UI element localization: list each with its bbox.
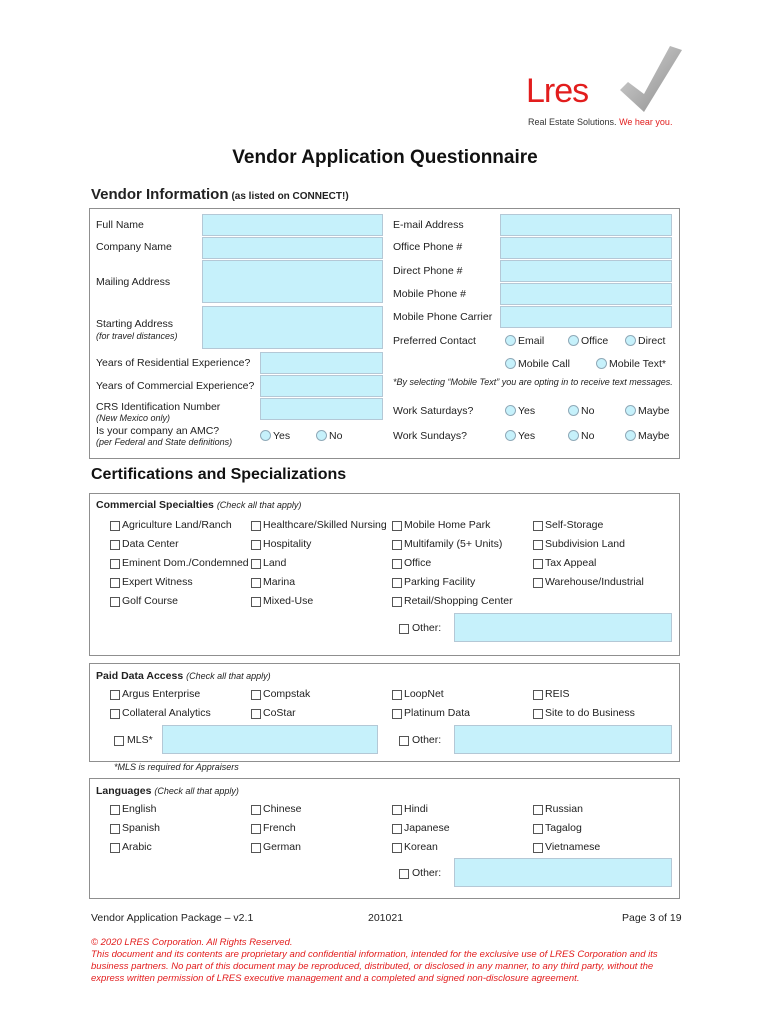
commercial-tax-appeal-label: Tax Appeal <box>545 557 597 569</box>
paid-data-compstak-label: Compstak <box>263 688 311 700</box>
commercial-subdivision-land-checkbox[interactable] <box>533 540 543 550</box>
amc-no-radio[interactable] <box>316 430 327 441</box>
starting-address-field[interactable] <box>202 306 383 349</box>
commercial-golf-course-checkbox[interactable] <box>110 597 120 607</box>
sun-yes-label: Yes <box>518 430 536 442</box>
commercial-office-label: Office <box>404 557 432 569</box>
contact-email-radio[interactable] <box>505 335 516 346</box>
language-spanish-label: Spanish <box>122 822 160 834</box>
page-title: Vendor Application Questionnaire <box>232 147 538 168</box>
paid-data-collateral-analytics-checkbox[interactable] <box>110 709 120 719</box>
language-german-label: German <box>263 841 301 853</box>
language-hindi-checkbox[interactable] <box>392 805 402 815</box>
language-korean-label: Korean <box>404 841 438 853</box>
languages-heading: Languages (Check all that apply) <box>96 785 239 797</box>
commercial-land-checkbox[interactable] <box>251 559 261 569</box>
crs-field[interactable] <box>260 398 383 420</box>
language-tagalog-label: Tagalog <box>545 822 582 834</box>
commercial-tax-appeal-checkbox[interactable] <box>533 559 543 569</box>
starting-address-label: Starting Address <box>96 318 174 330</box>
paid-data-site-to-do-business-checkbox[interactable] <box>533 709 543 719</box>
commercial-expert-witness-label: Expert Witness <box>122 576 193 588</box>
commercial-data-center-label: Data Center <box>122 538 179 550</box>
mobile-phone-label: Mobile Phone # <box>393 288 466 300</box>
language-russian-label: Russian <box>545 803 583 815</box>
commercial-other-label: Other: <box>412 622 442 634</box>
language-japanese-label: Japanese <box>404 822 450 834</box>
paid-other-checkbox[interactable] <box>399 736 409 746</box>
commercial-healthcare-skilled-nursing-checkbox[interactable] <box>251 521 261 531</box>
language-arabic-label: Arabic <box>122 841 152 853</box>
footer-copyright: © 2020 LRES Corporation. All Rights Reserved. <box>91 937 293 948</box>
contact-office-label: Office <box>581 335 609 347</box>
sat-maybe-label: Maybe <box>638 405 670 417</box>
paid-data-platinum-data-label: Platinum Data <box>404 707 470 719</box>
paid-other-label: Other: <box>412 734 442 746</box>
commercial-healthcare-skilled-nursing-label: Healthcare/Skilled Nursing <box>263 519 387 531</box>
paid-data-argus-enterprise-label: Argus Enterprise <box>122 688 201 700</box>
commercial-warehouse-industrial-checkbox[interactable] <box>533 578 543 588</box>
sat-no-radio[interactable] <box>568 405 579 416</box>
paid-data-loopnet-label: LoopNet <box>404 688 444 700</box>
commercial-marina-label: Marina <box>263 576 296 588</box>
commercial-specialties-heading: Commercial Specialties (Check all that apply) <box>96 499 302 511</box>
paid-data-costar-checkbox[interactable] <box>251 709 261 719</box>
paid-data-compstak-checkbox[interactable] <box>251 690 261 700</box>
commercial-mixed-use-label: Mixed-Use <box>263 595 314 607</box>
crs-label: CRS Identification Number <box>96 401 221 413</box>
commercial-eminent-dom-condemned-label: Eminent Dom./Condemned <box>122 557 249 569</box>
starting-address-note: (for travel distances) <box>96 331 178 341</box>
commercial-other-checkbox[interactable] <box>399 624 409 634</box>
commercial-land-label: Land <box>263 557 287 569</box>
commercial-multifamily-5-units-checkbox[interactable] <box>392 540 402 550</box>
amc-note: (per Federal and State definitions) <box>96 437 233 447</box>
commercial-agriculture-land-ranch-checkbox[interactable] <box>110 521 120 531</box>
commercial-parking-facility-label: Parking Facility <box>404 576 476 588</box>
language-chinese-checkbox[interactable] <box>251 805 261 815</box>
sun-yes-radio[interactable] <box>505 430 516 441</box>
contact-office-radio[interactable] <box>568 335 579 346</box>
email-label: E-mail Address <box>393 219 464 231</box>
commercial-parking-facility-checkbox[interactable] <box>392 578 402 588</box>
language-hindi-label: Hindi <box>404 803 428 815</box>
contact-direct-radio[interactable] <box>625 335 636 346</box>
language-spanish-checkbox[interactable] <box>110 824 120 834</box>
language-korean-checkbox[interactable] <box>392 843 402 853</box>
commercial-marina-checkbox[interactable] <box>251 578 261 588</box>
language-english-label: English <box>122 803 157 815</box>
paid-data-collateral-analytics-label: Collateral Analytics <box>122 707 211 719</box>
paid-data-reis-checkbox[interactable] <box>533 690 543 700</box>
language-other-checkbox[interactable] <box>399 869 409 879</box>
mobile-carrier-label: Mobile Phone Carrier <box>393 311 493 323</box>
sun-no-label: No <box>581 430 595 442</box>
language-arabic-checkbox[interactable] <box>110 843 120 853</box>
direct-phone-field[interactable] <box>500 260 672 282</box>
sun-maybe-label: Maybe <box>638 430 670 442</box>
commercial-hospitality-checkbox[interactable] <box>251 540 261 550</box>
contact-mobile-text-radio[interactable] <box>596 358 607 369</box>
office-phone-field[interactable] <box>500 237 672 259</box>
company-name-label: Company Name <box>96 241 172 253</box>
logo-wordmark: Lres <box>526 72 589 110</box>
commercial-expert-witness-checkbox[interactable] <box>110 578 120 588</box>
language-chinese-label: Chinese <box>263 803 302 815</box>
mls-checkbox[interactable] <box>114 736 124 746</box>
commercial-self-storage-checkbox[interactable] <box>533 521 543 531</box>
language-french-label: French <box>263 822 296 834</box>
full-name-field[interactable] <box>202 214 383 236</box>
paid-data-reis-label: REIS <box>545 688 570 700</box>
mls-note: *MLS is required for Appraisers <box>114 762 239 772</box>
full-name-label: Full Name <box>96 219 144 231</box>
direct-phone-label: Direct Phone # <box>393 265 463 277</box>
sun-no-radio[interactable] <box>568 430 579 441</box>
commercial-self-storage-label: Self-Storage <box>545 519 604 531</box>
commercial-agriculture-land-ranch-label: Agriculture Land/Ranch <box>122 519 232 531</box>
commercial-mobile-home-park-checkbox[interactable] <box>392 521 402 531</box>
commercial-mixed-use-checkbox[interactable] <box>251 597 261 607</box>
sat-no-label: No <box>581 405 595 417</box>
years-residential-field[interactable] <box>260 352 383 374</box>
sat-yes-label: Yes <box>518 405 536 417</box>
amc-yes-radio[interactable] <box>260 430 271 441</box>
commercial-data-center-checkbox[interactable] <box>110 540 120 550</box>
commercial-mobile-home-park-label: Mobile Home Park <box>404 519 491 531</box>
paid-other-field[interactable] <box>454 725 672 754</box>
sat-yes-radio[interactable] <box>505 405 516 416</box>
paid-data-heading: Paid Data Access (Check all that apply) <box>96 670 271 682</box>
language-english-checkbox[interactable] <box>110 805 120 815</box>
company-logo <box>520 42 690 130</box>
mobile-phone-field[interactable] <box>500 283 672 305</box>
language-japanese-checkbox[interactable] <box>392 824 402 834</box>
preferred-contact-label: Preferred Contact <box>393 335 476 347</box>
language-other-label: Other: <box>412 867 442 879</box>
amc-label: Is your company an AMC? <box>96 425 220 437</box>
company-name-field[interactable] <box>202 237 383 259</box>
commercial-office-checkbox[interactable] <box>392 559 402 569</box>
office-phone-label: Office Phone # <box>393 241 463 253</box>
commercial-retail-shopping-center-label: Retail/Shopping Center <box>404 595 513 607</box>
paid-data-costar-label: CoStar <box>263 707 296 719</box>
logo-tagline: Real Estate Solutions. We hear you. <box>528 117 673 127</box>
contact-direct-label: Direct <box>638 335 666 347</box>
commercial-multifamily-5-units-label: Multifamily (5+ Units) <box>404 538 503 550</box>
vendor-section-heading: Vendor Information (as listed on CONNECT!) <box>91 186 349 203</box>
contact-mobile-call-radio[interactable] <box>505 358 516 369</box>
mobile-text-note: *By selecting “Mobile Text” you are opting in to receive text messages. <box>393 377 673 387</box>
contact-mobile-text-label: Mobile Text* <box>609 358 667 370</box>
language-vietnamese-label: Vietnamese <box>545 841 601 853</box>
amc-yes-label: Yes <box>273 430 291 442</box>
commercial-retail-shopping-center-checkbox[interactable] <box>392 597 402 607</box>
work-saturdays-label: Work Saturdays? <box>393 405 474 417</box>
language-vietnamese-checkbox[interactable] <box>533 843 543 853</box>
contact-mobile-call-label: Mobile Call <box>518 358 570 370</box>
contact-email-label: Email <box>518 335 545 347</box>
commercial-other-field[interactable] <box>454 613 672 642</box>
commercial-subdivision-land-label: Subdivision Land <box>545 538 625 550</box>
paid-data-argus-enterprise-checkbox[interactable] <box>110 690 120 700</box>
mobile-carrier-field[interactable] <box>500 306 672 328</box>
cert-section-heading: Certifications and Specializations <box>91 466 347 483</box>
language-french-checkbox[interactable] <box>251 824 261 834</box>
language-other-field[interactable] <box>454 858 672 887</box>
paid-data-platinum-data-checkbox[interactable] <box>392 709 402 719</box>
language-german-checkbox[interactable] <box>251 843 261 853</box>
sun-maybe-radio[interactable] <box>625 430 636 441</box>
commercial-warehouse-industrial-label: Warehouse/Industrial <box>545 576 644 588</box>
mls-field[interactable] <box>162 725 378 754</box>
commercial-hospitality-label: Hospitality <box>263 538 312 550</box>
crs-note: (New Mexico only) <box>96 413 171 423</box>
footer-page-number: Page 3 of 19 <box>622 912 682 924</box>
work-sundays-label: Work Sundays? <box>393 430 467 442</box>
paid-data-loopnet-checkbox[interactable] <box>392 690 402 700</box>
email-field[interactable] <box>500 214 672 236</box>
years-residential-label: Years of Residential Experience? <box>96 357 251 369</box>
years-commercial-field[interactable] <box>260 375 383 397</box>
amc-no-label: No <box>329 430 343 442</box>
paid-data-site-to-do-business-label: Site to do Business <box>545 707 635 719</box>
mls-label: MLS* <box>127 734 153 746</box>
footer-code: 201021 <box>368 912 404 924</box>
language-russian-checkbox[interactable] <box>533 805 543 815</box>
mailing-address-field[interactable] <box>202 260 383 303</box>
language-tagalog-checkbox[interactable] <box>533 824 543 834</box>
mailing-address-label: Mailing Address <box>96 276 171 288</box>
footer-legal: This document and its contents are proprietary and confidential information, intended for the exclusive use of LRES Corporation and its business partners. No part of this document may be reproduced, distributed, or disclosed in any manner, to any third party, without the express written permission of LRES executive management and a completed and signed non-disclosure agreement. <box>91 949 658 984</box>
years-commercial-label: Years of Commercial Experience? <box>96 380 255 392</box>
commercial-golf-course-label: Golf Course <box>122 595 179 607</box>
sat-maybe-radio[interactable] <box>625 405 636 416</box>
footer-package: Vendor Application Package – v2.1 <box>91 912 254 924</box>
commercial-eminent-dom-condemned-checkbox[interactable] <box>110 559 120 569</box>
